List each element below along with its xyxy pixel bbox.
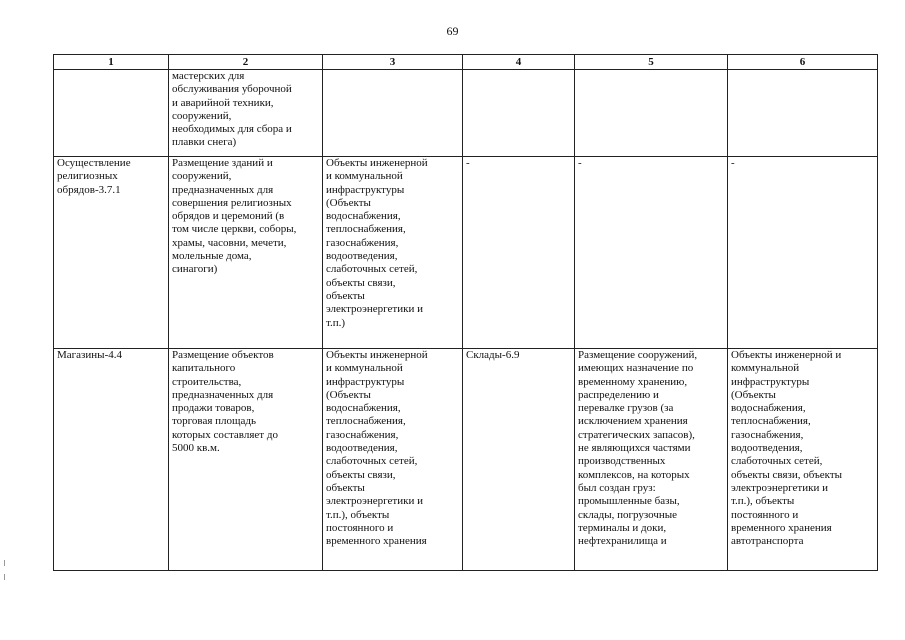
table-cell: Осуществление религиозных обрядов-3.7.1	[54, 157, 169, 349]
table-row	[54, 349, 878, 571]
table-cell: Магазины-4.4	[54, 349, 169, 571]
table-cell: Объекты инженерной и коммунальной инфраструктуры (Объекты водоснабжения, теплоснабжения, газоснабжения, водоотведения, слаботочных сетей, объекты связи, объекты электроэнергетики и т.п.)	[323, 157, 463, 349]
column-header: 5	[575, 55, 728, 70]
table-cell	[323, 70, 463, 157]
table-row	[54, 70, 878, 157]
table-cell	[575, 70, 728, 157]
margin-mark	[4, 560, 8, 566]
table-cell: Склады-6.9	[463, 349, 575, 571]
table-cell: Объекты инженерной и коммунальной инфраструктуры (Объекты водоснабжения, теплоснабжения, газоснабжения, водоотведения, слаботочных сетей, объекты связи, объекты электроэнергетики и т.п.), объекты постоянного и временного хранения	[323, 349, 463, 571]
table-cell	[463, 70, 575, 157]
table-cell: -	[463, 157, 575, 349]
table-cell: Объекты инженерной и коммунальной инфраструктуры (Объекты водоснабжения, теплоснабжения, газоснабжения, водоотведения, слаботочных сетей, объекты связи, объекты электроэнергетики и т.п.), объекты постоянного и временного хранения автотранспорта	[728, 349, 878, 571]
table-cell: -	[728, 157, 878, 349]
column-header: 6	[728, 55, 878, 70]
column-header: 1	[54, 55, 169, 70]
table-header-row	[54, 55, 878, 70]
table-cell	[54, 70, 169, 157]
column-header: 4	[463, 55, 575, 70]
table-cell: Размещение объектов капитального строительства, предназначенных для продажи товаров, торговая площадь которых составляет до 5000 кв.м.	[169, 349, 323, 571]
table-cell: мастерских для обслуживания уборочной и аварийной техники, сооружений, необходимых для сбора и плавки снега)	[169, 70, 323, 157]
margin-mark	[4, 574, 8, 580]
land-use-table	[53, 54, 878, 571]
column-header: 3	[323, 55, 463, 70]
table-cell	[728, 70, 878, 157]
table-row	[54, 157, 878, 349]
table-cell: Размещение сооружений, имеющих назначение по временному хранению, распределению и перевалке грузов (за исключением хранения стратегических запасов), не являющихся частями производственных комплексов, на которых был создан груз: промышленные базы, склады, погрузочные терминалы и доки, нефтехранилища и	[575, 349, 728, 571]
table-cell: -	[575, 157, 728, 349]
column-header: 2	[169, 55, 323, 70]
table-cell: Размещение зданий и сооружений, предназначенных для совершения религиозных обрядов и церемоний (в том числе церкви, соборы, храмы, часовни, мечети, молельные дома, синагоги)	[169, 157, 323, 349]
page-number: 69	[446, 24, 459, 38]
